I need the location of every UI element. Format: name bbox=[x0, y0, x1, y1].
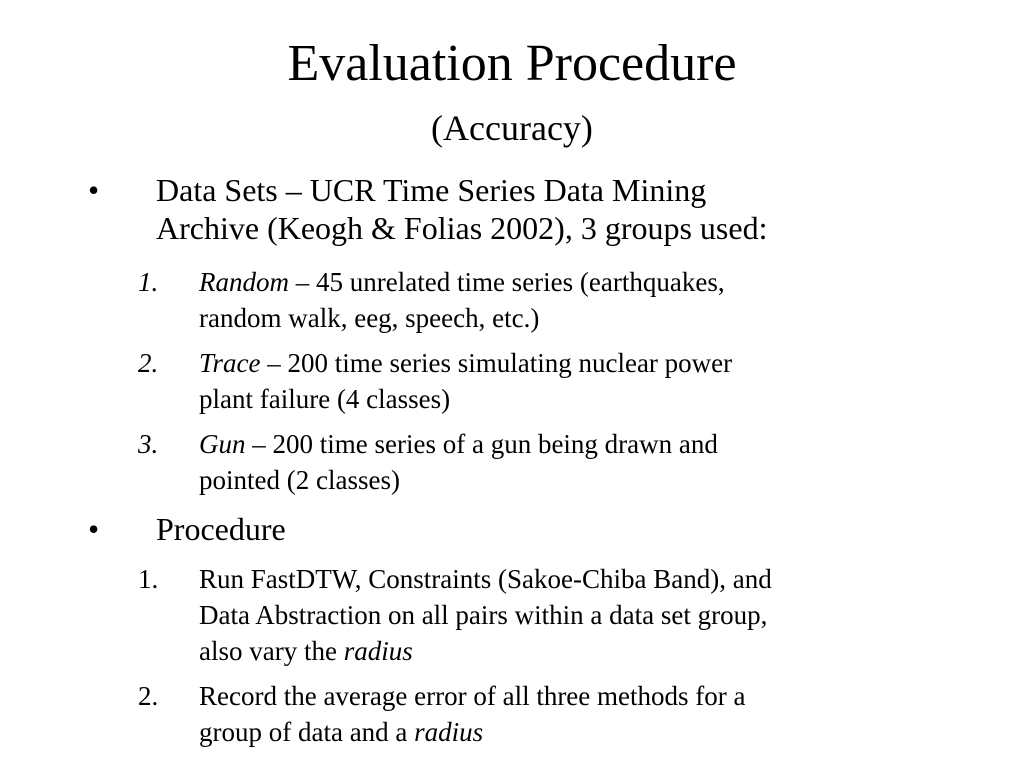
bullet-line: Data Sets – UCR Time Series Data Mining bbox=[156, 172, 707, 208]
item-line: pointed (2 classes) bbox=[199, 465, 400, 495]
term-label: Random bbox=[199, 267, 289, 297]
list-item-gun bbox=[199, 426, 959, 498]
term-label: Gun bbox=[199, 429, 246, 459]
item-line: – 200 time series simulating nuclear power bbox=[260, 348, 733, 378]
emphasis-radius: radius bbox=[343, 636, 413, 666]
bullet-procedure bbox=[156, 510, 956, 548]
item-line: Data Abstraction on all pairs within a data set group, bbox=[199, 600, 768, 630]
item-line: Run FastDTW, Constraints (Sakoe-Chiba Band), and bbox=[199, 564, 772, 594]
list-item-random bbox=[199, 264, 959, 336]
list-number: 2. bbox=[138, 681, 159, 711]
list-item-run bbox=[199, 561, 959, 669]
bullet-marker: • bbox=[88, 172, 100, 208]
item-line: – 45 unrelated time series (earthquakes, bbox=[289, 267, 725, 297]
emphasis-radius: radius bbox=[414, 717, 484, 747]
item-line: group of data and a bbox=[199, 717, 415, 747]
bullet-data-sets bbox=[156, 171, 956, 247]
list-number: 3. bbox=[138, 429, 159, 459]
list-item-record bbox=[199, 678, 959, 750]
list-number: 1. bbox=[138, 564, 159, 594]
term-label: Trace bbox=[199, 348, 261, 378]
slide-subtitle: (Accuracy) bbox=[431, 108, 593, 148]
bullet-marker: • bbox=[88, 511, 100, 547]
slide-title: Evaluation Procedure bbox=[287, 35, 737, 92]
item-line: plant failure (4 classes) bbox=[199, 384, 451, 414]
list-number: 2. bbox=[138, 348, 159, 378]
item-line: – 200 time series of a gun being drawn and bbox=[245, 429, 718, 459]
item-line: also vary the bbox=[199, 636, 344, 666]
bullet-line: Procedure bbox=[156, 511, 286, 547]
list-number: 1. bbox=[138, 267, 159, 297]
item-line: Record the average error of all three methods for a bbox=[199, 681, 746, 711]
bullet-line: Archive (Keogh & Folias 2002), 3 groups used: bbox=[156, 210, 768, 246]
list-item-trace bbox=[199, 345, 959, 417]
item-line: random walk, eeg, speech, etc.) bbox=[199, 303, 540, 333]
